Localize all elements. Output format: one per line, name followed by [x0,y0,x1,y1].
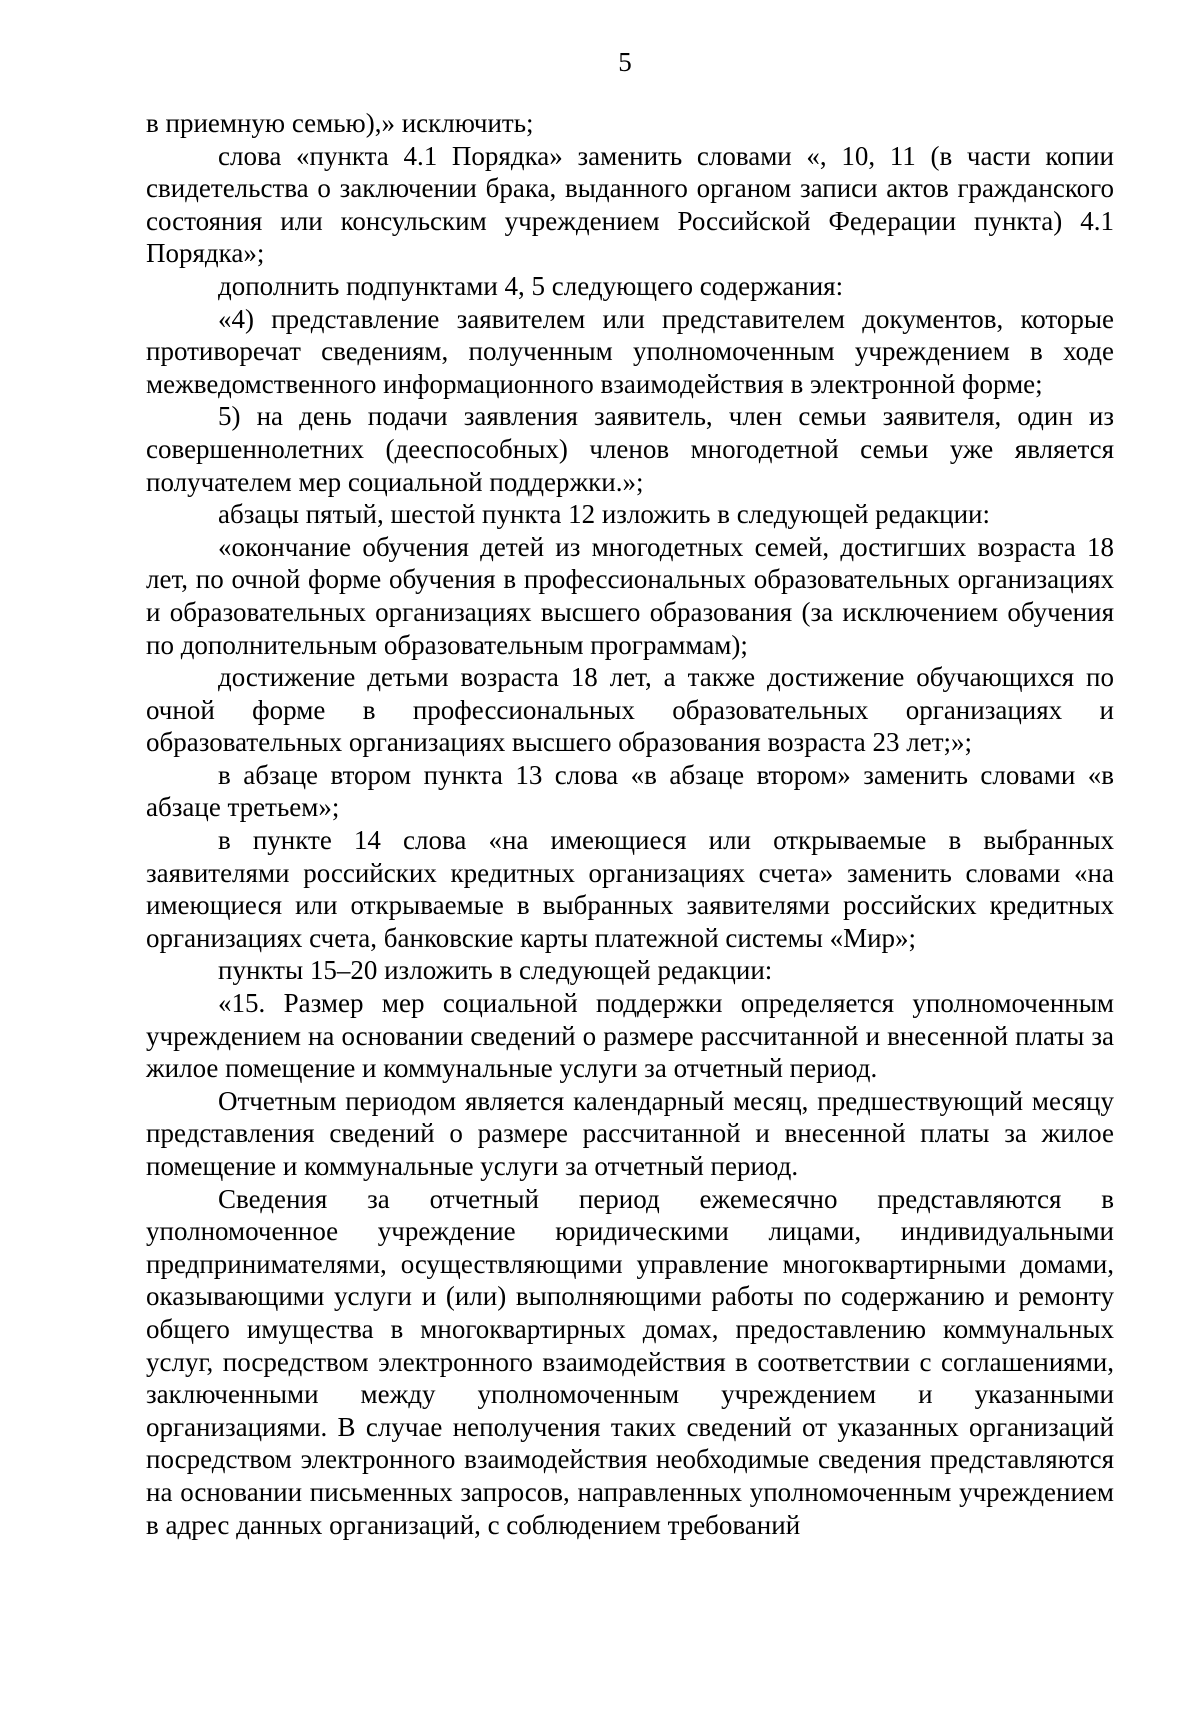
paragraph: пункты 15–20 изложить в следующей редакции: [218,955,773,986]
page-number: 5 [618,47,632,77]
paragraph: дополнить подпунктами 4, 5 следующего содержания: [218,270,844,301]
document-body [146,107,1114,1541]
paragraph: 5) на день подачи заявления заявитель, член семьи заявителя, один из совершеннолетних (дееспособных) членов многодетной семьи уже является получателем мер социальной поддержки.»; [146,401,1114,497]
paragraph: «окончание обучения детей из многодетных семей, достигших возраста 18 лет, по очной форме обучения в профессиональных образовательных организациях и образовательных организациях высшего образования (за исключением обучения по дополнительным образовательным программам); [146,531,1114,660]
paragraph: Сведения за отчетный период ежемесячно представляются в уполномоченное учреждение юридическими лицами, индивидуальными предпринимателями, осуществляющими управление многоквартирными домами, оказывающими услуги и (или) выполняющими работы по содержанию и ремонту общего имущества в многоквартирных домах, предоставлению коммунальных услуг, посредством электронного взаимодействия в соответствии с соглашениями, заключенными между уполномоченным учреждением и указанными организациями. В случае неполучения таких сведений от указанных организаций посредством электронного взаимодействия необходимые сведения представляются на основании письменных запросов, направленных уполномоченным учреждением в адрес данных организаций, с соблюдением требований [146,1183,1114,1540]
paragraph-continuation: в приемную семью),» исключить; [146,108,534,138]
paragraph: в пункте 14 слова «на имеющиеся или открываемые в выбранных заявителями российских кредитных организациях счета» заменить словами «на имеющиеся или открываемые в выбранных заявителями российских кредитных организациях счета, банковские карты платежной системы «Мир»; [146,825,1114,953]
paragraph: слова «пункта 4.1 Порядка» заменить словами «, 10, 11 (в части копии свидетельства о заключении брака, выданного органом записи актов гражданского состояния или консульским учреждением Российской Федерации пункта) 4.1 Порядка»; [146,140,1114,269]
paragraph: «15. Размер мер социальной поддержки определяется уполномоченным учреждением на основании сведений о размере рассчитанной и внесенной платы за жилое помещение и коммунальные услуги за отчетный период. [146,988,1114,1084]
paragraph: «4) представление заявителем или представителем документов, которые противоречат сведениям, полученным уполномоченным учреждением в ходе межведомственного информационного взаимодействия в электронной форме; [146,303,1114,399]
paragraph: достижение детьми возраста 18 лет, а также достижение обучающихся по очной форме в профессиональных образовательных организациях и образовательных организациях высшего образования возраста 23 лет;»; [146,662,1114,758]
paragraph: в абзаце втором пункта 13 слова «в абзаце втором» заменить словами «в абзаце третьем»; [146,759,1114,823]
paragraph: абзацы пятый, шестой пункта 12 изложить в следующей редакции: [218,499,990,530]
paragraph: Отчетным периодом является календарный месяц, предшествующий месяцу представления сведений о размере рассчитанной и внесенной платы за жилое помещение и коммунальные услуги за отчетный период. [146,1085,1114,1181]
